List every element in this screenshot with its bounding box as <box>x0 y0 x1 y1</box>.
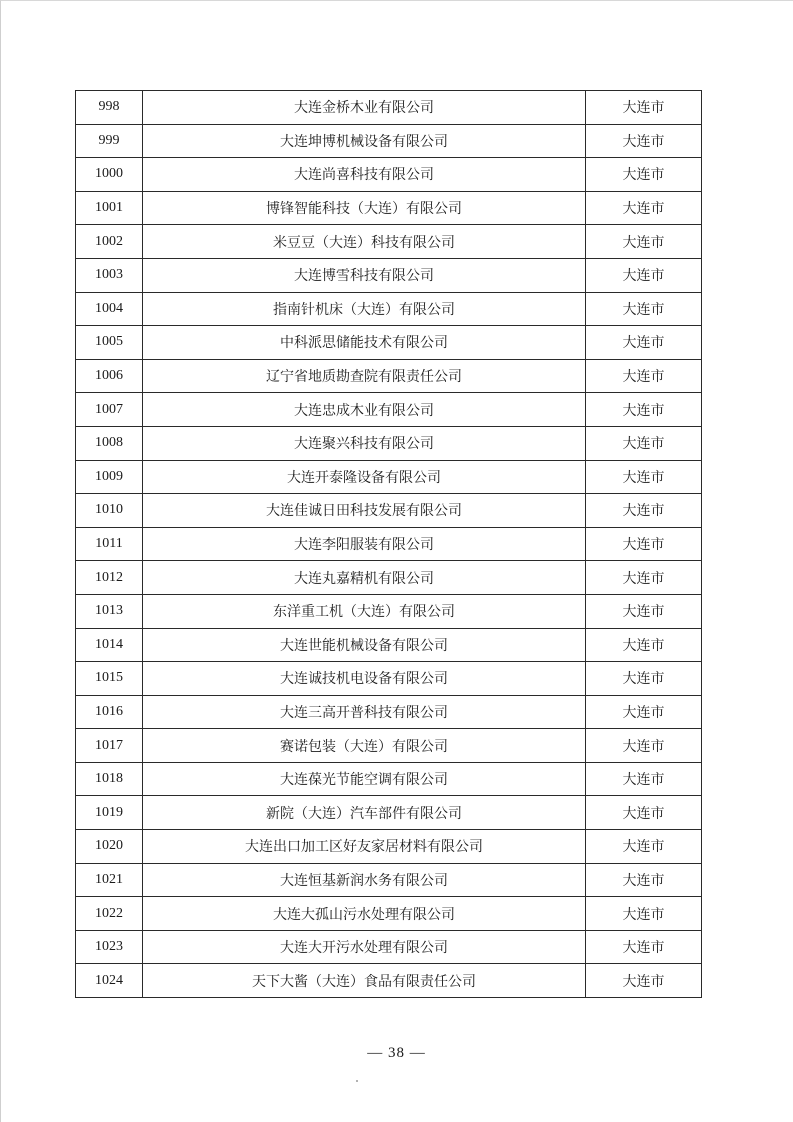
row-number: 1024 <box>76 964 143 998</box>
table-row <box>76 359 702 393</box>
table-row <box>76 830 702 864</box>
row-number: 1007 <box>76 393 143 427</box>
company-name: 大连金桥木业有限公司 <box>143 91 586 125</box>
table-row <box>76 91 702 125</box>
table-row <box>76 191 702 225</box>
company-name: 赛诺包装（大连）有限公司 <box>143 729 586 763</box>
row-number: 1014 <box>76 628 143 662</box>
table-row <box>76 796 702 830</box>
table-row <box>76 460 702 494</box>
table-row <box>76 426 702 460</box>
city-name: 大连市 <box>586 426 702 460</box>
company-name: 大连出口加工区好友家居材料有限公司 <box>143 830 586 864</box>
city-name: 大连市 <box>586 91 702 125</box>
city-name: 大连市 <box>586 561 702 595</box>
city-name: 大连市 <box>586 964 702 998</box>
city-name: 大连市 <box>586 292 702 326</box>
row-number: 1008 <box>76 426 143 460</box>
table-row <box>76 292 702 326</box>
company-name: 新院（大连）汽车部件有限公司 <box>143 796 586 830</box>
table-row <box>76 158 702 192</box>
table-row <box>76 729 702 763</box>
company-name: 大连佳诚日田科技发展有限公司 <box>143 494 586 528</box>
city-name: 大连市 <box>586 729 702 763</box>
company-name: 大连葆光节能空调有限公司 <box>143 762 586 796</box>
row-number: 1006 <box>76 359 143 393</box>
table-row <box>76 930 702 964</box>
row-number: 1016 <box>76 695 143 729</box>
table-row <box>76 561 702 595</box>
row-number: 1017 <box>76 729 143 763</box>
row-number: 1023 <box>76 930 143 964</box>
table-body <box>76 91 702 998</box>
city-name: 大连市 <box>586 527 702 561</box>
company-name: 大连三高开普科技有限公司 <box>143 695 586 729</box>
company-table <box>75 90 702 998</box>
city-name: 大连市 <box>586 124 702 158</box>
company-name: 大连博雪科技有限公司 <box>143 258 586 292</box>
row-number: 1012 <box>76 561 143 595</box>
row-number: 998 <box>76 91 143 125</box>
row-number: 1002 <box>76 225 143 259</box>
company-name: 大连李阳服装有限公司 <box>143 527 586 561</box>
table-row <box>76 326 702 360</box>
city-name: 大连市 <box>586 628 702 662</box>
city-name: 大连市 <box>586 863 702 897</box>
row-number: 1015 <box>76 662 143 696</box>
row-number: 1005 <box>76 326 143 360</box>
scan-speck <box>356 1080 358 1082</box>
city-name: 大连市 <box>586 930 702 964</box>
city-name: 大连市 <box>586 191 702 225</box>
row-number: 1018 <box>76 762 143 796</box>
table-row <box>76 594 702 628</box>
city-name: 大连市 <box>586 258 702 292</box>
company-name: 大连恒基新润水务有限公司 <box>143 863 586 897</box>
table-row <box>76 258 702 292</box>
city-name: 大连市 <box>586 158 702 192</box>
city-name: 大连市 <box>586 796 702 830</box>
table-row <box>76 897 702 931</box>
city-name: 大连市 <box>586 594 702 628</box>
table-row <box>76 124 702 158</box>
page-number: — 38 — <box>367 1045 426 1061</box>
row-number: 1004 <box>76 292 143 326</box>
city-name: 大连市 <box>586 897 702 931</box>
company-name: 大连世能机械设备有限公司 <box>143 628 586 662</box>
company-name: 大连开泰隆设备有限公司 <box>143 460 586 494</box>
city-name: 大连市 <box>586 359 702 393</box>
table-row <box>76 494 702 528</box>
company-name: 大连忠成木业有限公司 <box>143 393 586 427</box>
company-name: 大连尚喜科技有限公司 <box>143 158 586 192</box>
row-number: 1010 <box>76 494 143 528</box>
row-number: 1001 <box>76 191 143 225</box>
company-name: 辽宁省地质勘查院有限责任公司 <box>143 359 586 393</box>
company-name: 大连大孤山污水处理有限公司 <box>143 897 586 931</box>
table-row <box>76 695 702 729</box>
row-number: 999 <box>76 124 143 158</box>
city-name: 大连市 <box>586 494 702 528</box>
company-name: 米豆豆（大连）科技有限公司 <box>143 225 586 259</box>
row-number: 1022 <box>76 897 143 931</box>
city-name: 大连市 <box>586 326 702 360</box>
company-name: 天下大酱（大连）食品有限责任公司 <box>143 964 586 998</box>
row-number: 1021 <box>76 863 143 897</box>
table-row <box>76 762 702 796</box>
city-name: 大连市 <box>586 662 702 696</box>
table-row <box>76 662 702 696</box>
city-name: 大连市 <box>586 225 702 259</box>
company-name: 指南针机床（大连）有限公司 <box>143 292 586 326</box>
table-row <box>76 527 702 561</box>
row-number: 1009 <box>76 460 143 494</box>
table-row <box>76 628 702 662</box>
company-name: 博锋智能科技（大连）有限公司 <box>143 191 586 225</box>
row-number: 1013 <box>76 594 143 628</box>
table-row <box>76 964 702 998</box>
company-name: 东洋重工机（大连）有限公司 <box>143 594 586 628</box>
company-name: 大连坤博机械设备有限公司 <box>143 124 586 158</box>
row-number: 1000 <box>76 158 143 192</box>
company-name: 大连大开污水处理有限公司 <box>143 930 586 964</box>
table-row <box>76 225 702 259</box>
city-name: 大连市 <box>586 393 702 427</box>
company-name: 大连聚兴科技有限公司 <box>143 426 586 460</box>
table-row <box>76 863 702 897</box>
city-name: 大连市 <box>586 762 702 796</box>
company-name: 大连丸嘉精机有限公司 <box>143 561 586 595</box>
city-name: 大连市 <box>586 830 702 864</box>
row-number: 1019 <box>76 796 143 830</box>
table-row <box>76 393 702 427</box>
row-number: 1020 <box>76 830 143 864</box>
city-name: 大连市 <box>586 460 702 494</box>
row-number: 1003 <box>76 258 143 292</box>
city-name: 大连市 <box>586 695 702 729</box>
company-name: 大连诚技机电设备有限公司 <box>143 662 586 696</box>
row-number: 1011 <box>76 527 143 561</box>
company-name: 中科派思储能技术有限公司 <box>143 326 586 360</box>
